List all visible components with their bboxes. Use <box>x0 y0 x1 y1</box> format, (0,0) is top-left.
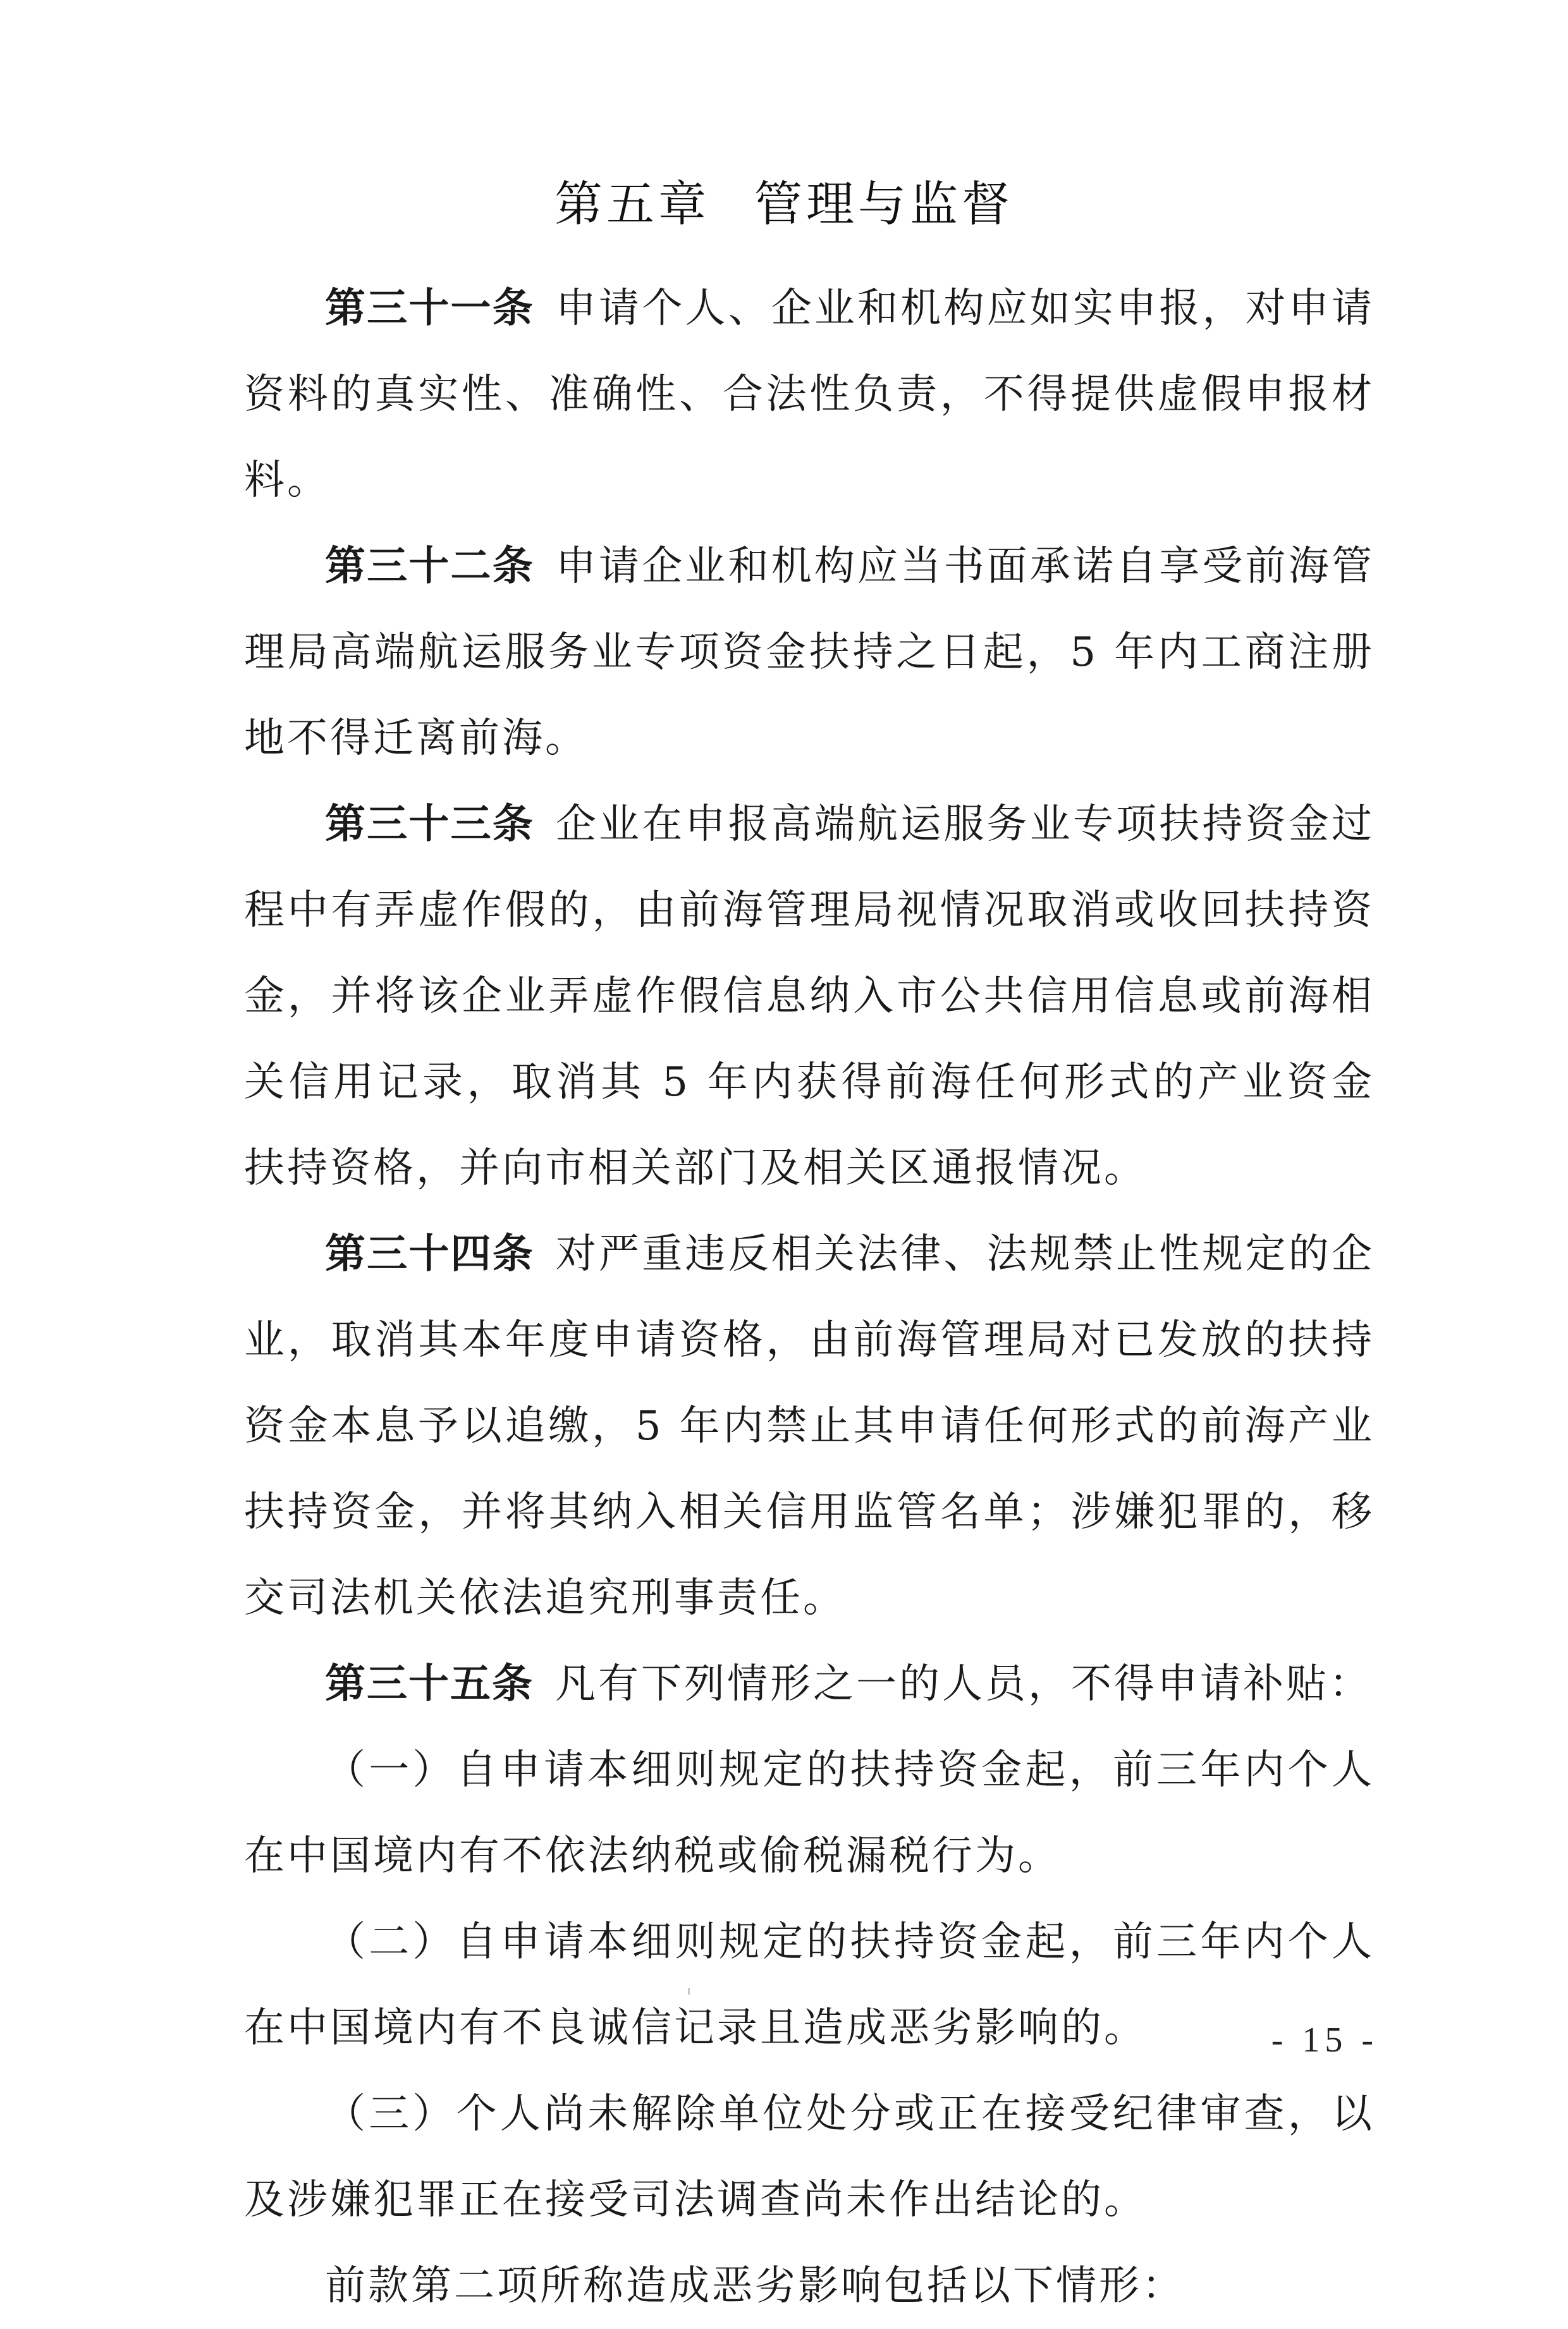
chapter-title <box>0 176 1568 232</box>
article-text: 凡有下列情形之一的人员，不得申请补贴： <box>555 1661 1372 1708</box>
article-31 <box>244 266 1375 523</box>
clause-text: （二）自申请本细则规定的扶持资金起，前三年内个人在中国境内有不良诚信记录且造成恶劣影响的。 <box>244 1919 1375 2051</box>
clause-text: 前款第二项所称造成恶劣影响包括以下情形： <box>325 2263 1185 2309</box>
clause-1 <box>244 1727 1375 1899</box>
clause-note <box>244 2243 1375 2329</box>
page-number: - 15 - <box>1271 2020 1378 2060</box>
chapter-name: 管理与监督 <box>754 176 1014 232</box>
article-35 <box>244 1641 1375 1727</box>
clause-text: （三）个人尚未解除单位处分或正在接受纪律审查，以及涉嫌犯罪正在接受司法调查尚未作出结论的。 <box>244 2091 1375 2223</box>
article-text: 申请个人、企业和机构应如实申报，对申请资料的真实性、准确性、合法性负责，不得提供虚假申报材料。 <box>244 285 1375 504</box>
scan-speck <box>688 1988 690 1995</box>
article-heading: 第三十二条 <box>325 543 534 590</box>
article-heading: 第三十四条 <box>325 1231 534 1278</box>
article-heading: 第三十一条 <box>325 285 534 332</box>
article-text: 对严重违反相关法律、法规禁止性规定的企业，取消其本年度申请资格，由前海管理局对已发放的扶持资金本息予以追缴，5 年内禁止其申请任何形式的前海产业扶持资金，并将其纳入相关信用监管名单；涉嫌犯罪的，移交司法机关依法追究刑事责任。 <box>244 1231 1375 1622</box>
article-heading: 第三十五条 <box>325 1661 534 1708</box>
article-32 <box>244 523 1375 781</box>
document-body <box>244 266 1375 2329</box>
chapter-number: 第五章 <box>554 176 710 232</box>
article-text: 申请企业和机构应当书面承诺自享受前海管理局高端航运服务业专项资金扶持之日起，5 年内工商注册地不得迁离前海。 <box>244 543 1375 762</box>
article-heading: 第三十三条 <box>325 801 534 848</box>
article-34 <box>244 1211 1375 1641</box>
clause-2 <box>244 1899 1375 2071</box>
article-33 <box>244 781 1375 1211</box>
clause-text: （一）自申请本细则规定的扶持资金起，前三年内个人在中国境内有不依法纳税或偷税漏税行为。 <box>244 1747 1375 1880</box>
article-text: 企业在申报高端航运服务业专项扶持资金过程中有弄虚作假的，由前海管理局视情况取消或收回扶持资金，并将该企业弄虚作假信息纳入市公共信用信息或前海相关信用记录，取消其 5 年内获得前海任何形式的产业资金扶持资格，并向市相关部门及相关区通报情况。 <box>244 801 1375 1192</box>
clause-3 <box>244 2071 1375 2243</box>
